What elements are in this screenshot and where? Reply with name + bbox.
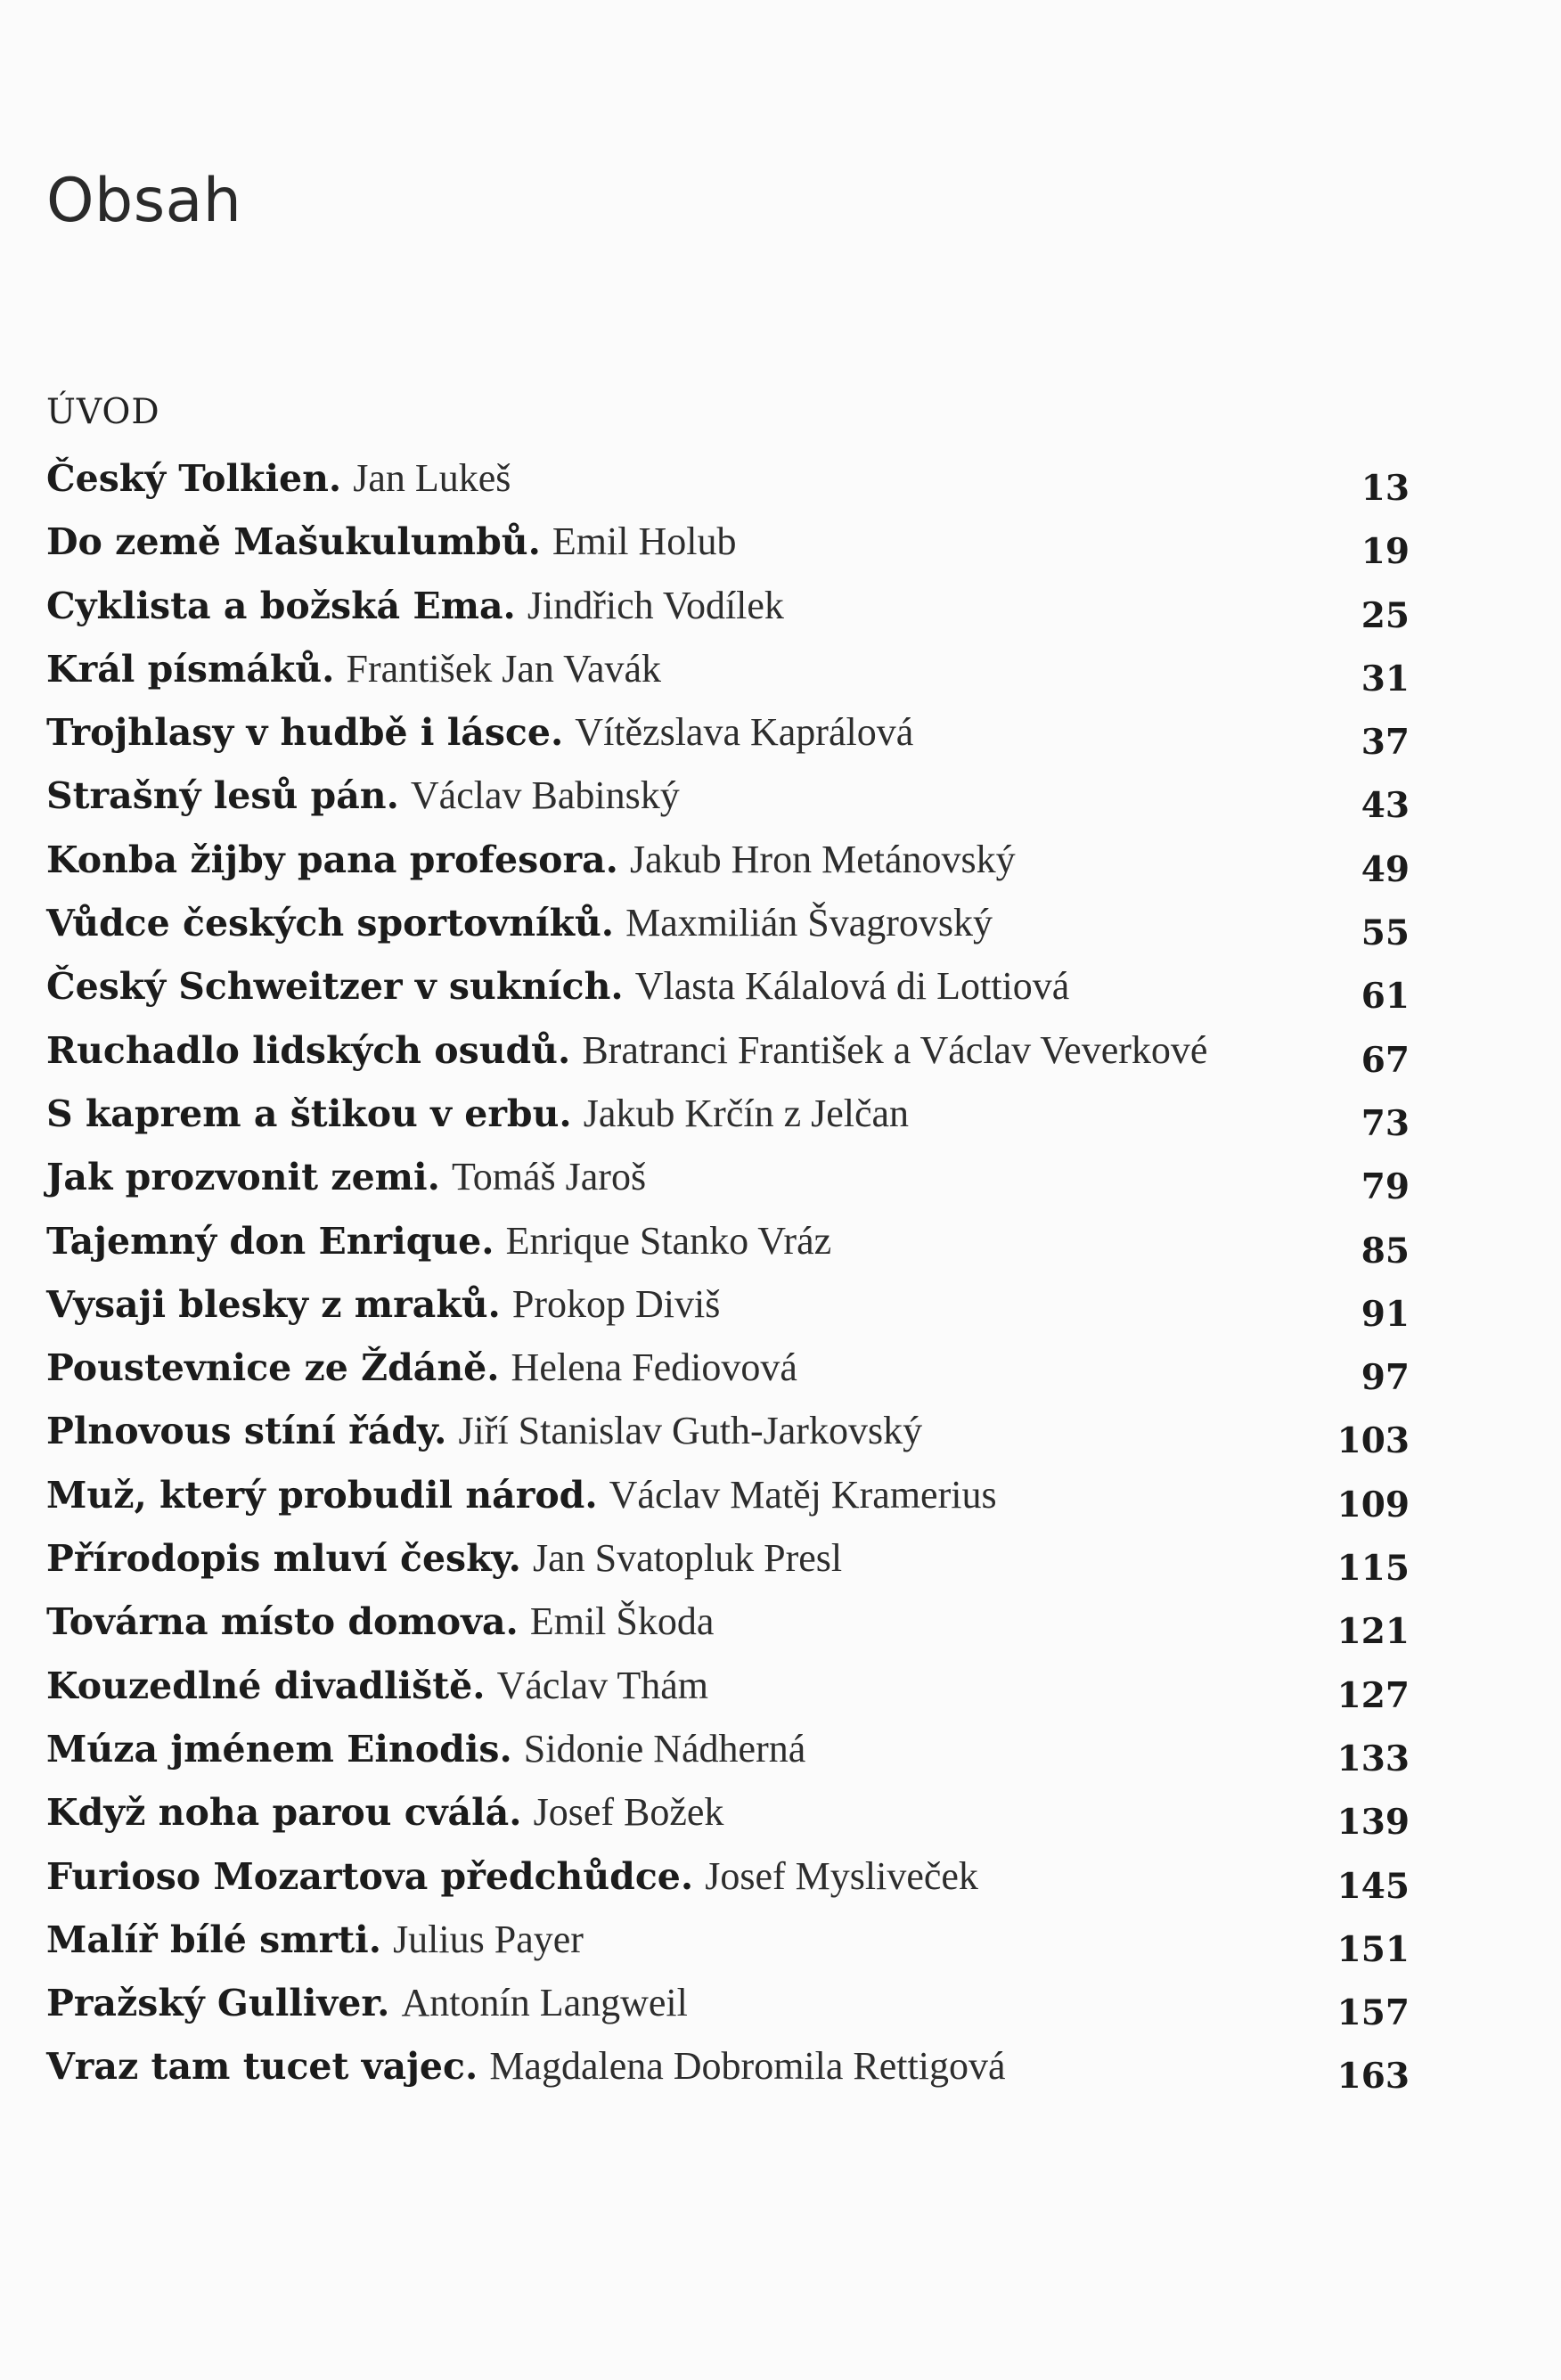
entry-title: Múza jménem Einodis. xyxy=(46,1727,512,1771)
entry-page-number: 133 xyxy=(1336,1738,1410,1779)
table-of-contents xyxy=(46,456,1410,2111)
entry-author: František Jan Vavák xyxy=(346,646,662,691)
entry-author: Jakub Hron Metánovský xyxy=(630,837,1016,881)
entry-title: Vysaji blesky z mraků. xyxy=(46,1282,501,1326)
toc-entry xyxy=(46,1853,1410,1920)
entry-title: Cyklista a božská Ema. xyxy=(46,584,516,627)
entry-title: Vraz tam tucet vajec. xyxy=(46,2045,478,2089)
entry-title: Trojhlasy v hudbě i lásce. xyxy=(46,711,564,755)
entry-page-number: 13 xyxy=(1361,468,1410,509)
entry-title: Český Tolkien. xyxy=(46,457,342,500)
toc-entry xyxy=(46,1091,1410,1157)
entry-page-number: 145 xyxy=(1336,1865,1410,1907)
entry-page-number: 139 xyxy=(1336,1802,1410,1844)
entry-title: Jak prozvonit zemi. xyxy=(46,1156,440,1199)
entry-page-number: 151 xyxy=(1336,1928,1410,1970)
entry-author: Helena Fediovová xyxy=(511,1345,797,1390)
entry-title: Král písmáků. xyxy=(46,647,335,691)
toc-entry xyxy=(46,1472,1410,1539)
entry-author: Julius Payer xyxy=(393,1917,584,1961)
entry-author: Sidonie Nádherná xyxy=(523,1726,806,1771)
entry-page-number: 79 xyxy=(1361,1166,1410,1208)
toc-entry xyxy=(46,2044,1410,2110)
entry-author: Jakub Krčín z Jelčan xyxy=(583,1091,910,1135)
entry-page-number: 127 xyxy=(1336,1674,1410,1716)
entry-page-number: 115 xyxy=(1336,1548,1410,1590)
entry-page-number: 43 xyxy=(1361,785,1410,827)
entry-page-number: 25 xyxy=(1361,594,1410,636)
entry-page-number: 19 xyxy=(1361,531,1410,573)
entry-author: Bratranci František a Václav Veverkové xyxy=(582,1027,1208,1072)
toc-entry xyxy=(46,1983,1410,2047)
entry-page-number: 91 xyxy=(1361,1293,1410,1335)
entry-title: Přírodopis mluví česky. xyxy=(46,1537,521,1581)
entry-page-number: 97 xyxy=(1361,1357,1410,1399)
entry-title: Kouzedlné divadliště. xyxy=(46,1664,486,1707)
entry-page-number: 157 xyxy=(1336,1992,1410,2034)
entry-title: Do země Mašukulumbů. xyxy=(46,520,541,564)
entry-author: Magdalena Dobromila Rettigová xyxy=(489,2044,1006,2089)
entry-author: Josef Mysliveček xyxy=(705,1853,978,1898)
toc-entry xyxy=(46,1027,1410,1094)
toc-entry xyxy=(46,710,1410,776)
toc-entry xyxy=(46,837,1410,904)
toc-entry xyxy=(46,1218,1410,1285)
toc-entry xyxy=(46,1281,1410,1348)
entry-author: Emil Holub xyxy=(552,519,737,564)
entry-author: Emil Škoda xyxy=(529,1599,715,1644)
toc-entry xyxy=(46,583,1410,650)
section-heading: ÚVOD xyxy=(46,392,160,432)
toc-entry xyxy=(46,519,1410,585)
entry-page-number: 73 xyxy=(1361,1102,1410,1144)
entry-author: Vítězslava Kaprálová xyxy=(575,710,914,755)
toc-entry xyxy=(46,1790,1410,1856)
page-title: Obsah xyxy=(46,166,242,236)
entry-title: Plnovous stíní řády. xyxy=(46,1410,447,1453)
entry-page-number: 163 xyxy=(1336,2056,1410,2098)
toc-entry xyxy=(46,1345,1410,1411)
entry-author: Maxmilián Švagrovský xyxy=(625,901,993,945)
entry-author: Prokop Diviš xyxy=(511,1281,721,1326)
toc-entry xyxy=(46,901,1410,967)
entry-page-number: 37 xyxy=(1361,722,1410,764)
entry-page-number: 49 xyxy=(1361,848,1410,890)
entry-title: Vůdce českých sportovníků. xyxy=(46,902,615,945)
entry-title: Strašný lesů pán. xyxy=(46,774,399,818)
entry-author: Jan Svatopluk Presl xyxy=(533,1536,843,1581)
entry-author: Jiří Stanislav Guth-Jarkovský xyxy=(458,1409,923,1453)
entry-page-number: 67 xyxy=(1361,1039,1410,1081)
entry-title: Tajemný don Enrique. xyxy=(46,1219,494,1263)
entry-author: Václav Thám xyxy=(496,1663,708,1707)
entry-author: Václav Babinský xyxy=(410,773,680,818)
entry-page-number: 85 xyxy=(1361,1230,1410,1272)
toc-entry xyxy=(46,1726,1410,1793)
entry-page-number: 109 xyxy=(1336,1484,1410,1525)
entry-title: Malíř bílé smrti. xyxy=(46,1918,382,1961)
entry-title: Konba žijby pana profesora. xyxy=(46,838,618,881)
entry-page-number: 61 xyxy=(1361,976,1410,1018)
entry-title: Když noha parou cválá. xyxy=(46,1791,522,1835)
entry-author: Jan Lukeš xyxy=(353,456,511,500)
toc-entry xyxy=(46,964,1410,1030)
entry-page-number: 31 xyxy=(1361,658,1410,699)
entry-author: Josef Božek xyxy=(533,1790,724,1835)
entry-page-number: 55 xyxy=(1361,912,1410,954)
entry-title: S kaprem a štikou v erbu. xyxy=(46,1092,572,1135)
entry-title: Továrna místo domova. xyxy=(46,1600,519,1644)
entry-title: Ruchadlo lidských osudů. xyxy=(46,1028,571,1072)
toc-entry xyxy=(46,456,1410,522)
entry-title: Pražský Gulliver. xyxy=(46,1982,390,2025)
toc-entry xyxy=(46,1411,1410,1475)
toc-entry xyxy=(46,1157,1410,1221)
toc-entry xyxy=(46,1917,1410,1983)
entry-page-number: 121 xyxy=(1336,1611,1410,1653)
entry-title: Poustevnice ze Ždáně. xyxy=(46,1346,500,1390)
toc-entry xyxy=(46,1599,1410,1665)
entry-title: Český Schweitzer v sukních. xyxy=(46,965,624,1009)
toc-entry xyxy=(46,646,1410,713)
toc-entry xyxy=(46,773,1410,839)
entry-title: Furioso Mozartova předchůdce. xyxy=(46,1854,694,1898)
entry-author: Tomáš Jaroš xyxy=(451,1155,647,1199)
entry-author: Enrique Stanko Vráz xyxy=(505,1218,832,1263)
toc-entry xyxy=(46,1536,1410,1602)
entry-title: Muž, který probudil národ. xyxy=(46,1473,598,1517)
entry-page-number: 103 xyxy=(1336,1420,1410,1462)
entry-author: Antonín Langweil xyxy=(401,1981,688,2025)
entry-author: Vlasta Kálalová di Lottiová xyxy=(634,964,1070,1009)
toc-entry xyxy=(46,1663,1410,1730)
entry-author: Jindřich Vodílek xyxy=(527,583,784,627)
entry-author: Václav Matěj Kramerius xyxy=(609,1472,997,1517)
